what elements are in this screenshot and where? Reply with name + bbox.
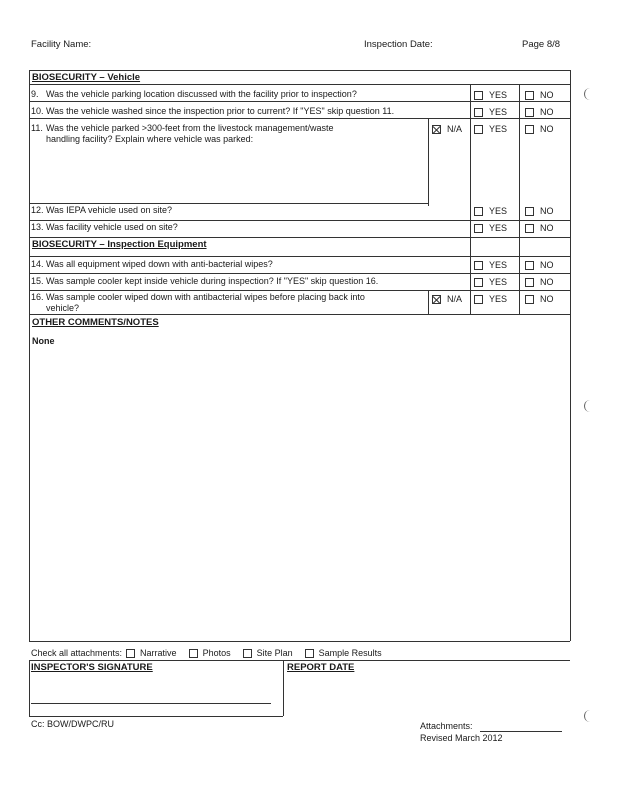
question-10: 10. Was the vehicle washed since the inspection prior to current? If "YES" skip question 11. <box>31 106 395 116</box>
section-title-vehicle: BIOSECURITY – Vehicle <box>32 72 141 83</box>
checkbox[interactable] <box>474 108 483 117</box>
checkbox[interactable] <box>525 295 534 304</box>
checkbox[interactable] <box>474 125 483 134</box>
report-date-label: REPORT DATE <box>287 662 355 673</box>
q15-no[interactable]: NO <box>525 277 554 287</box>
q11-na[interactable]: N/A <box>432 124 462 134</box>
checkbox-checked[interactable] <box>432 125 441 134</box>
section-title-equipment: BIOSECURITY – Inspection Equipment <box>32 239 207 250</box>
checkbox[interactable] <box>474 91 483 100</box>
q12-no[interactable]: NO <box>525 206 554 216</box>
question-13: 13. Was facility vehicle used on site? <box>31 222 178 232</box>
checkbox[interactable] <box>525 91 534 100</box>
q9-no[interactable]: NO <box>525 90 554 100</box>
q14-no[interactable]: NO <box>525 260 554 270</box>
binder-mark <box>584 400 595 412</box>
checkbox[interactable] <box>474 224 483 233</box>
form-left-border <box>29 70 30 641</box>
q9-yes[interactable]: YES <box>474 90 507 100</box>
revised-date: Revised March 2012 <box>420 733 503 743</box>
checkbox[interactable] <box>474 295 483 304</box>
checkbox-photos[interactable] <box>189 649 198 658</box>
attachments-footer-label: Attachments: <box>420 721 473 731</box>
checkbox[interactable] <box>525 278 534 287</box>
form-top-border <box>29 70 570 71</box>
section-title-comments: OTHER COMMENTS/NOTES <box>32 317 159 328</box>
signature-line <box>31 703 271 704</box>
cc-line: Cc: BOW/DWPC/RU <box>31 719 114 729</box>
checkbox-sample-results[interactable] <box>305 649 314 658</box>
checkbox[interactable] <box>525 108 534 117</box>
checkbox-site-plan[interactable] <box>243 649 252 658</box>
q13-no[interactable]: NO <box>525 223 554 233</box>
facility-name-label: Facility Name: <box>31 39 92 50</box>
form-right-border <box>570 70 571 641</box>
checkbox[interactable] <box>525 261 534 270</box>
q11-no[interactable]: NO <box>525 124 554 134</box>
checkbox-narrative[interactable] <box>126 649 135 658</box>
q14-yes[interactable]: YES <box>474 260 507 270</box>
checkbox[interactable] <box>525 224 534 233</box>
q16-yes[interactable]: YES <box>474 294 507 304</box>
question-16: 16. Was sample cooler wiped down with antibacterial wipes before placing back into vehicle? <box>31 292 365 313</box>
q16-na[interactable]: N/A <box>432 294 462 304</box>
checkbox[interactable] <box>474 261 483 270</box>
attachments-label: Check all attachments: <box>31 648 123 658</box>
checkbox[interactable] <box>474 207 483 216</box>
checkbox[interactable] <box>525 207 534 216</box>
q10-no[interactable]: NO <box>525 107 554 117</box>
binder-mark <box>584 88 595 100</box>
q16-no[interactable]: NO <box>525 294 554 304</box>
checkbox[interactable] <box>525 125 534 134</box>
q12-yes[interactable]: YES <box>474 206 507 216</box>
question-9: 9. Was the vehicle parking location discussed with the facility prior to inspection? <box>31 89 357 99</box>
attachments-row: Check all attachments: Narrative Photos Site Plan Sample Results <box>31 648 382 658</box>
q11-yes[interactable]: YES <box>474 124 507 134</box>
question-12: 12. Was IEPA vehicle used on site? <box>31 205 173 215</box>
question-15: 15. Was sample cooler kept inside vehicle during inspection? If "YES" skip question 16. <box>31 276 379 286</box>
binder-mark <box>584 710 595 722</box>
checkbox[interactable] <box>474 278 483 287</box>
question-11: 11. Was the vehicle parked >300-feet from the livestock management/waste handling facility? Explain where vehicle was parked: <box>31 123 334 144</box>
inspection-date-label: Inspection Date: <box>364 39 433 50</box>
checkbox-checked[interactable] <box>432 295 441 304</box>
q15-yes[interactable]: YES <box>474 277 507 287</box>
inspector-signature-label: INSPECTOR'S SIGNATURE <box>31 662 153 673</box>
q10-yes[interactable]: YES <box>474 107 507 117</box>
comments-body: None <box>32 336 55 346</box>
question-14: 14. Was all equipment wiped down with anti-bacterial wipes? <box>31 259 273 269</box>
q13-yes[interactable]: YES <box>474 223 507 233</box>
page-number: Page 8/8 <box>522 39 561 50</box>
